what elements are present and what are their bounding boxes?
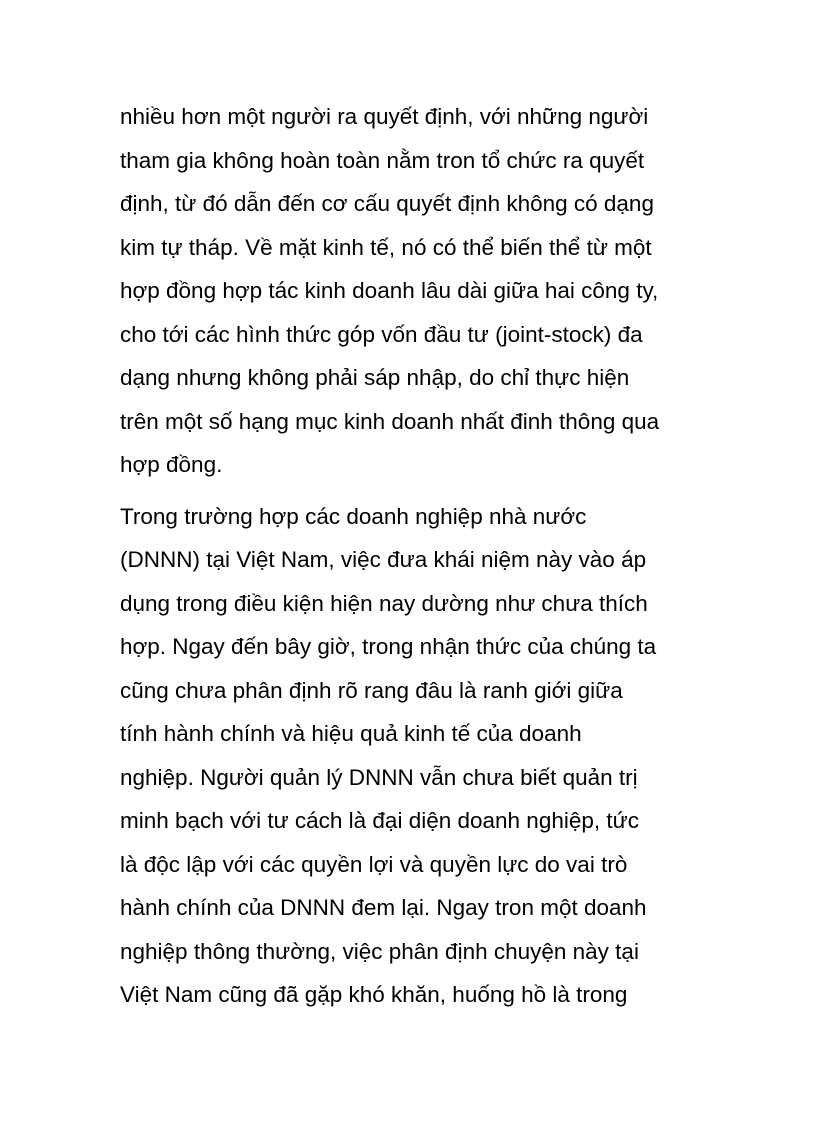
text-line: tính hành chính và hiệu quả kinh tế của doanh xyxy=(120,721,582,746)
text-line: tham gia không hoàn toàn nằm tron tổ chức ra quyết xyxy=(120,147,645,173)
paragraph-1 xyxy=(120,95,705,487)
paragraph-2 xyxy=(120,495,705,1017)
text-line: là độc lập với các quyền lợi và quyền lực do vai trò xyxy=(120,851,628,877)
text-line: (DNNN) tại Việt Nam, việc đưa khái niệm này vào áp xyxy=(120,547,647,572)
text-line: dụng trong điều kiện hiện nay dường như chưa thích xyxy=(120,590,648,616)
text-line: hành chính của DNNN đem lại. Ngay tron một doanh xyxy=(120,895,647,920)
text-line: hợp đồng hợp tác kinh doanh lâu dài giữa hai công ty, xyxy=(120,278,659,303)
text-line: trên một số hạng mục kinh doanh nhất đinh thông qua xyxy=(120,408,660,434)
text-line: cũng chưa phân định rõ rang đâu là ranh giới giữa xyxy=(120,677,623,703)
text-line: Trong trường hợp các doanh nghiệp nhà nước xyxy=(120,503,587,529)
document-body xyxy=(120,95,705,1017)
text-line: hợp. Ngay đến bây giờ, trong nhận thức của chúng ta xyxy=(120,634,657,659)
text-line: hợp đồng. xyxy=(120,452,223,477)
text-line: cho tới các hình thức góp vốn đầu tư (joint-stock) đa xyxy=(120,321,643,347)
text-line: nghiệp. Người quản lý DNNN vẫn chưa biết quản trị xyxy=(120,764,638,790)
text-line: minh bạch với tư cách là đại diện doanh nghiệp, tức xyxy=(120,808,639,833)
paragraph-spacer xyxy=(120,487,705,495)
text-line: nhiều hơn một người ra quyết định, với những người xyxy=(120,104,649,129)
text-line: dạng nhưng không phải sáp nhập, do chỉ thực hiện xyxy=(120,365,630,390)
text-line: nghiệp thông thường, việc phân định chuyện này tại xyxy=(120,938,639,964)
text-line: kim tự tháp. Về mặt kinh tế, nó có thể biến thể từ một xyxy=(120,234,652,260)
text-line: Việt Nam cũng đã gặp khó khăn, huống hồ là trong xyxy=(120,982,628,1007)
text-line: định, từ đó dẫn đến cơ cấu quyết định không có dạng xyxy=(120,191,654,216)
